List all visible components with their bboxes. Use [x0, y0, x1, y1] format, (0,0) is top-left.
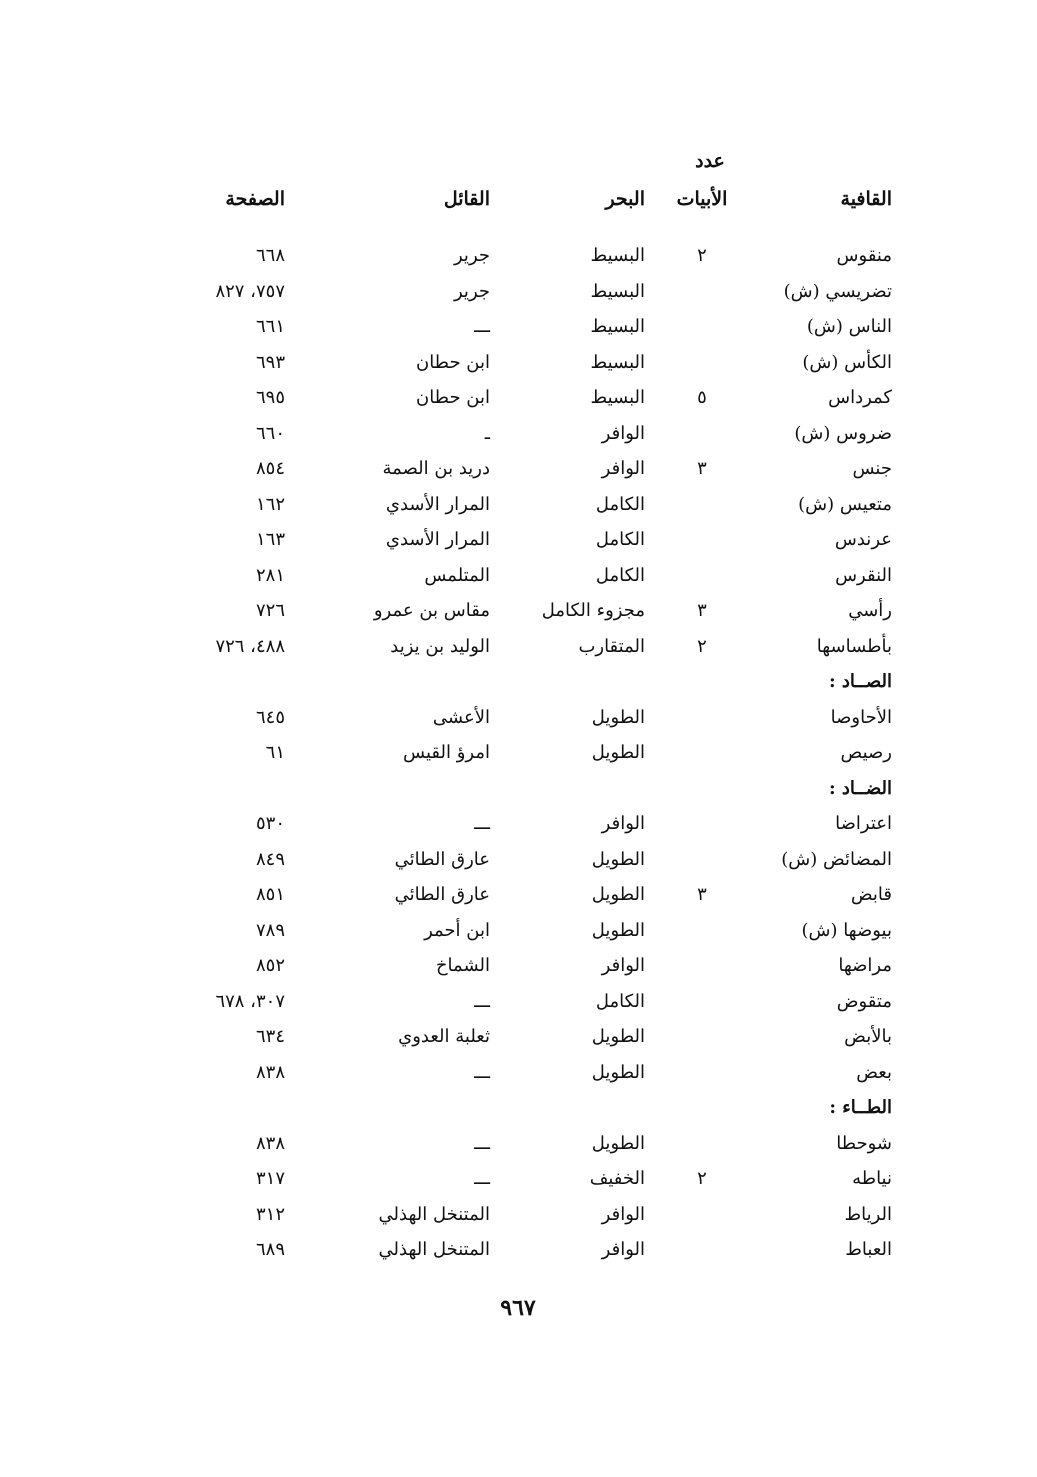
verse-count-cell: ٣ — [697, 600, 707, 621]
poet-cell: امرؤ القيس — [403, 742, 490, 763]
table-row — [0, 703, 1037, 733]
poet-cell: جرير — [454, 280, 490, 302]
rhyme-cell: تضريسي (ش) — [783, 280, 892, 302]
page-ref-cell: ٦٩٣ — [255, 351, 285, 373]
meter-cell: البسيط — [590, 280, 645, 302]
table-row — [0, 383, 1037, 413]
page-ref-cell: ٧٥٧، ٨٢٧ — [215, 280, 285, 302]
table-row — [0, 277, 1037, 307]
page-ref-cell: ٨٥١ — [255, 884, 285, 905]
poet-cell: المرار الأسدي — [385, 529, 490, 550]
table-row — [0, 561, 1037, 591]
poet-cell: ـــ — [474, 813, 490, 834]
table-row — [0, 454, 1037, 484]
poet-cell: المتنخل الهذلي — [378, 1203, 490, 1225]
meter-cell: الوافر — [601, 955, 645, 976]
rhyme-cell: ضروس (ش) — [794, 422, 892, 444]
poet-cell: ابن أحمر — [424, 919, 490, 941]
page-ref-cell: ٦٩٥ — [255, 387, 285, 408]
poet-cell: الأعشى — [432, 706, 490, 728]
rhyme-cell: بيوضها (ش) — [801, 919, 892, 941]
rhyme-cell: بعض — [856, 1061, 892, 1083]
table-row — [0, 951, 1037, 981]
poet-cell: ـــ — [474, 1061, 490, 1083]
meter-cell: الكامل — [595, 990, 645, 1012]
page-ref-cell: ٦١ — [265, 742, 285, 763]
meter-cell: الكامل — [595, 564, 645, 586]
meter-cell: البسيط — [590, 387, 645, 408]
page-ref-cell: ٤٨٨، ٧٢٦ — [215, 635, 285, 657]
table-header — [0, 184, 1037, 214]
meter-cell: الطويل — [591, 884, 645, 905]
section-heading-row — [0, 774, 1037, 804]
rhyme-cell: النقرس — [835, 564, 892, 586]
table-row — [0, 916, 1037, 946]
meter-cell: الطويل — [591, 1026, 645, 1047]
poet-cell: المتلمس — [424, 564, 490, 586]
page-ref-cell: ٢٨١ — [255, 564, 285, 586]
page-ref-cell: ٦٨٩ — [255, 1239, 285, 1260]
page-ref-cell: ٧٨٩ — [255, 919, 285, 941]
rhyme-cell: رصيص — [840, 742, 892, 763]
rhyme-cell: العباط — [845, 1239, 892, 1260]
page-ref-cell: ١٦٢ — [255, 493, 285, 515]
verse-count-cell: ٢ — [697, 635, 707, 657]
table-row — [0, 241, 1037, 271]
poet-cell: ابن حطان — [415, 387, 490, 408]
poet-cell: ثعلبة العدوي — [398, 1026, 490, 1047]
rhyme-cell: بأطساسها — [816, 635, 892, 657]
verse-count-cell: ٢ — [697, 1168, 707, 1189]
meter-cell: الطويل — [591, 1132, 645, 1154]
page-ref-cell: ٦٦١ — [255, 316, 285, 337]
page-ref-cell: ٥٣٠ — [255, 813, 285, 834]
table-row — [0, 525, 1037, 555]
meter-cell: البسيط — [590, 351, 645, 373]
header-meter: البحر — [605, 188, 645, 210]
page-ref-cell: ٣١٧ — [255, 1168, 285, 1189]
table-row — [0, 348, 1037, 378]
section-heading-row — [0, 1093, 1037, 1123]
verse-count-cell: ٣ — [697, 458, 707, 479]
page-ref-cell: ٣١٢ — [255, 1203, 285, 1225]
table-row — [0, 1129, 1037, 1159]
rhyme-cell: الرياط — [844, 1203, 892, 1225]
page-ref-cell: ٦٣٤ — [255, 1026, 285, 1047]
page-ref-cell: ١٦٣ — [255, 529, 285, 550]
meter-cell: البسيط — [590, 245, 645, 266]
poet-cell: الوليد بن يزيد — [390, 635, 490, 657]
table-row — [0, 1058, 1037, 1088]
poet-cell: ـــ — [474, 1132, 490, 1154]
section-heading: الطــاء : — [829, 1097, 892, 1118]
rhyme-cell: بالأبض — [844, 1026, 892, 1047]
rhyme-cell: المضائض (ش) — [781, 848, 892, 870]
rhyme-cell: رأسي — [848, 600, 892, 621]
poet-cell: ـــ — [474, 1168, 490, 1189]
page-number: ٩٦٧ — [500, 1295, 536, 1321]
page-ref-cell: ٨٣٨ — [255, 1061, 285, 1083]
table-row — [0, 880, 1037, 910]
meter-cell: الطويل — [591, 706, 645, 728]
meter-cell: الوافر — [601, 813, 645, 834]
poet-cell: المرار الأسدي — [385, 493, 490, 515]
meter-cell: الوافر — [601, 422, 645, 444]
meter-cell: الخفيف — [589, 1168, 645, 1189]
meter-cell: الوافر — [601, 1203, 645, 1225]
page-ref-cell: ٦٦٨ — [255, 245, 285, 266]
meter-cell: الطويل — [591, 848, 645, 870]
table-row — [0, 1164, 1037, 1194]
verse-count-cell: ٣ — [697, 884, 707, 905]
section-heading: الضــاد : — [828, 777, 892, 799]
section-heading-row — [0, 667, 1037, 697]
meter-cell: مجزوء الكامل — [541, 600, 645, 621]
rhyme-cell: متقوض — [836, 990, 892, 1012]
section-heading: الصــاد : — [828, 671, 892, 692]
verse-count-cell: ٢ — [697, 245, 707, 266]
poet-cell: عارق الطائي — [394, 848, 490, 870]
table-row — [0, 845, 1037, 875]
poet-cell: دريد بن الصمة — [382, 458, 490, 479]
meter-cell: الكامل — [595, 493, 645, 515]
table-row — [0, 987, 1037, 1017]
page-ref-cell: ٧٢٦ — [255, 600, 285, 621]
page-ref-cell: ٨٥٤ — [255, 458, 285, 479]
header-page: الصفحة — [225, 188, 285, 210]
rhyme-cell: كمرداس — [828, 387, 892, 408]
rhyme-cell: شوحطا — [836, 1132, 892, 1154]
table-row — [0, 1235, 1037, 1265]
poet-cell: عارق الطائي — [394, 884, 490, 905]
table-row — [0, 738, 1037, 768]
rhyme-cell: جنس — [852, 458, 892, 479]
table-row — [0, 312, 1037, 342]
poet-cell: ـ — [484, 422, 490, 444]
rhyme-cell: اعتراضا — [835, 813, 892, 834]
page-ref-cell: ٣٠٧، ٦٧٨ — [215, 990, 285, 1012]
header-poet: القائل — [443, 188, 490, 210]
rhyme-cell: منقوس — [836, 245, 892, 266]
rhyme-cell: الأحاوصا — [830, 706, 892, 728]
header-count: الأبيات — [676, 188, 728, 210]
meter-cell: الوافر — [601, 1239, 645, 1260]
meter-cell: الطويل — [591, 1061, 645, 1083]
rhyme-cell: مراضها — [838, 955, 892, 976]
meter-cell: الطويل — [591, 919, 645, 941]
poet-cell: المتنخل الهذلي — [378, 1239, 490, 1260]
header-count-top: عدد — [695, 150, 725, 172]
verse-count-cell: ٥ — [697, 387, 707, 408]
meter-cell: الكامل — [595, 529, 645, 550]
meter-cell: البسيط — [590, 316, 645, 337]
page-ref-cell: ٨٥٢ — [255, 955, 285, 976]
meter-cell: الوافر — [601, 458, 645, 479]
table-row — [0, 632, 1037, 662]
rhyme-cell: قابض — [850, 884, 892, 905]
table-row — [0, 809, 1037, 839]
table-row — [0, 1022, 1037, 1052]
poet-cell: مقاس بن عمرو — [373, 600, 490, 621]
poet-cell: جرير — [454, 245, 490, 266]
poet-cell: ـــ — [474, 316, 490, 337]
table-row — [0, 596, 1037, 626]
rhyme-cell: الكأس (ش) — [802, 351, 892, 373]
header-rhyme: القافية — [840, 188, 892, 210]
table-row — [0, 1200, 1037, 1230]
poet-cell: ـــ — [474, 990, 490, 1012]
page-ref-cell: ٨٣٨ — [255, 1132, 285, 1154]
rhyme-cell: الناس (ش) — [806, 316, 892, 337]
page-ref-cell: ٦٦٠ — [255, 422, 285, 444]
rhyme-cell: متعيس (ش) — [798, 493, 892, 515]
poet-cell: ابن حطان — [415, 351, 490, 373]
rhyme-cell: نياطه — [852, 1168, 892, 1189]
meter-cell: الطويل — [591, 742, 645, 763]
poet-cell: الشماخ — [435, 955, 490, 976]
page-ref-cell: ٦٤٥ — [255, 706, 285, 728]
meter-cell: المتقارب — [578, 635, 645, 657]
rhyme-cell: عرندس — [834, 529, 892, 550]
page-ref-cell: ٨٤٩ — [255, 848, 285, 870]
table-row — [0, 490, 1037, 520]
table-row — [0, 419, 1037, 449]
